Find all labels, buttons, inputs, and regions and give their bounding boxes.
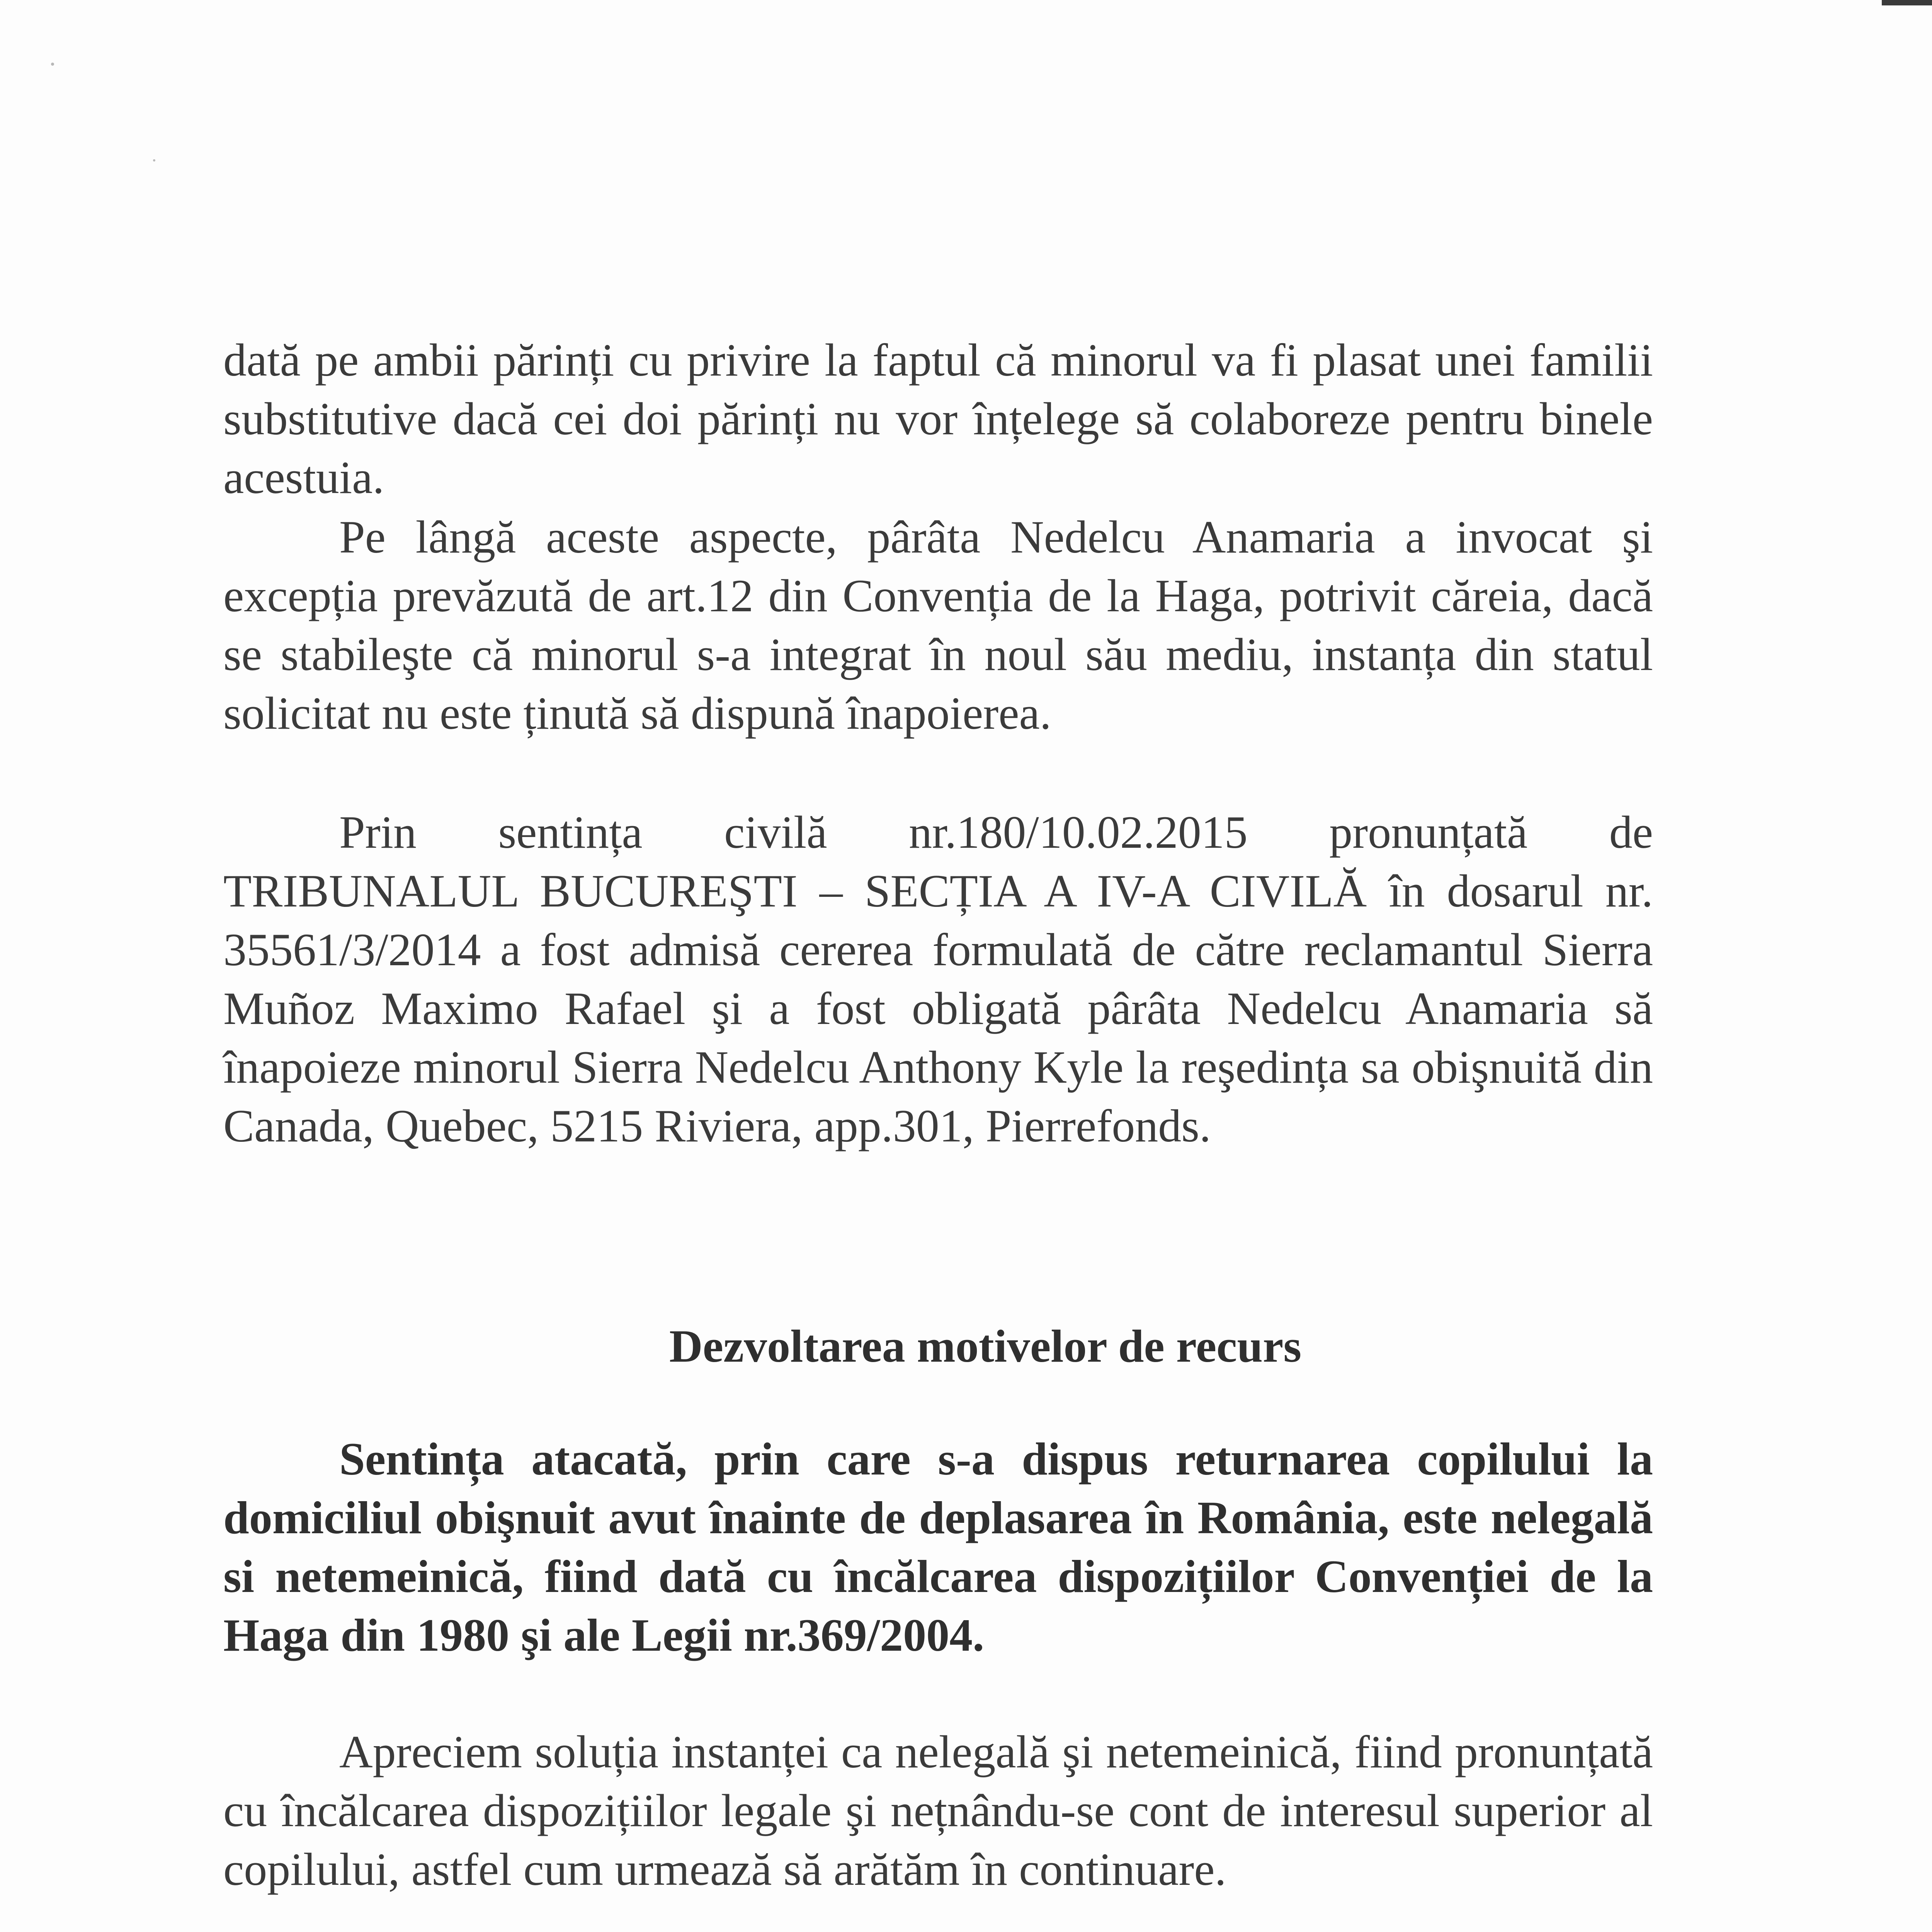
paragraph-continuation: dată pe ambii părinți cu privire la faptul că minorul va fi plasat unei familii substitutive dacă cei doi părinți nu vor înțelege să colaboreze pentru binele acestuia. [223, 334, 1653, 503]
section-heading: Dezvoltarea motivelor de recurs [669, 1320, 1302, 1372]
word: pronunțată [1329, 806, 1528, 858]
word: nr.180/10.02.2015 [909, 806, 1248, 858]
paragraph-exception-art12: Pe lângă aceste aspecte, pârâta Nedelcu Anamaria a invocat şi excepția prevăzută de art.12 din Convenția de la Haga, potrivit căreia, dacă se stabileşte că minorul s-a integrat în noul său mediu, instanța din statul solicitat nu este ținută să dispună înapoierea. [223, 511, 1653, 739]
scan-speck [153, 159, 155, 162]
word: sentința [498, 806, 643, 858]
word: civilă [724, 806, 827, 858]
scan-corner-mark [1882, 0, 1932, 5]
paragraph-ruling-body: TRIBUNALUL BUCUREŞTI – SECȚIA A IV-A CIVILĂ în dosarul nr. 35561/3/2014 a fost admisă cererea formulată de către reclamantul Sierra Muñoz Maximo Rafael şi a fost obligată pârâta Nedelcu Anamaria să înapoieze minorul Sierra Nedelcu Anthony Kyle la reşedința sa obişnuită din Canada, Quebec, 5215 Riviera, app.301, Pierrefonds. [223, 865, 1653, 1151]
paragraph-first-line [223, 803, 1653, 862]
paragraph-sentence-ruling [223, 803, 1653, 1155]
scan-speck [51, 63, 54, 66]
word: de [1609, 806, 1653, 858]
word: Prin [339, 806, 417, 858]
paragraph-assessment: Apreciem soluția instanței ca nelegală şi netemeinică, fiind pronunțată cu încălcarea dispozițiilor legale şi nețnându-se cont de interesul superior al copilului, astfel cum urmează să arătăm în continuare. [223, 1726, 1653, 1895]
paragraph-bold-thesis: Sentința atacată, prin care s-a dispus returnarea copilului la domiciliul obişnuit avut înainte de deplasarea în România, este nelegală si netemeinică, fiind dată cu încălcarea dispozițiilor Convenției de la Haga din 1980 şi ale Legii nr.369/2004. [223, 1433, 1653, 1661]
